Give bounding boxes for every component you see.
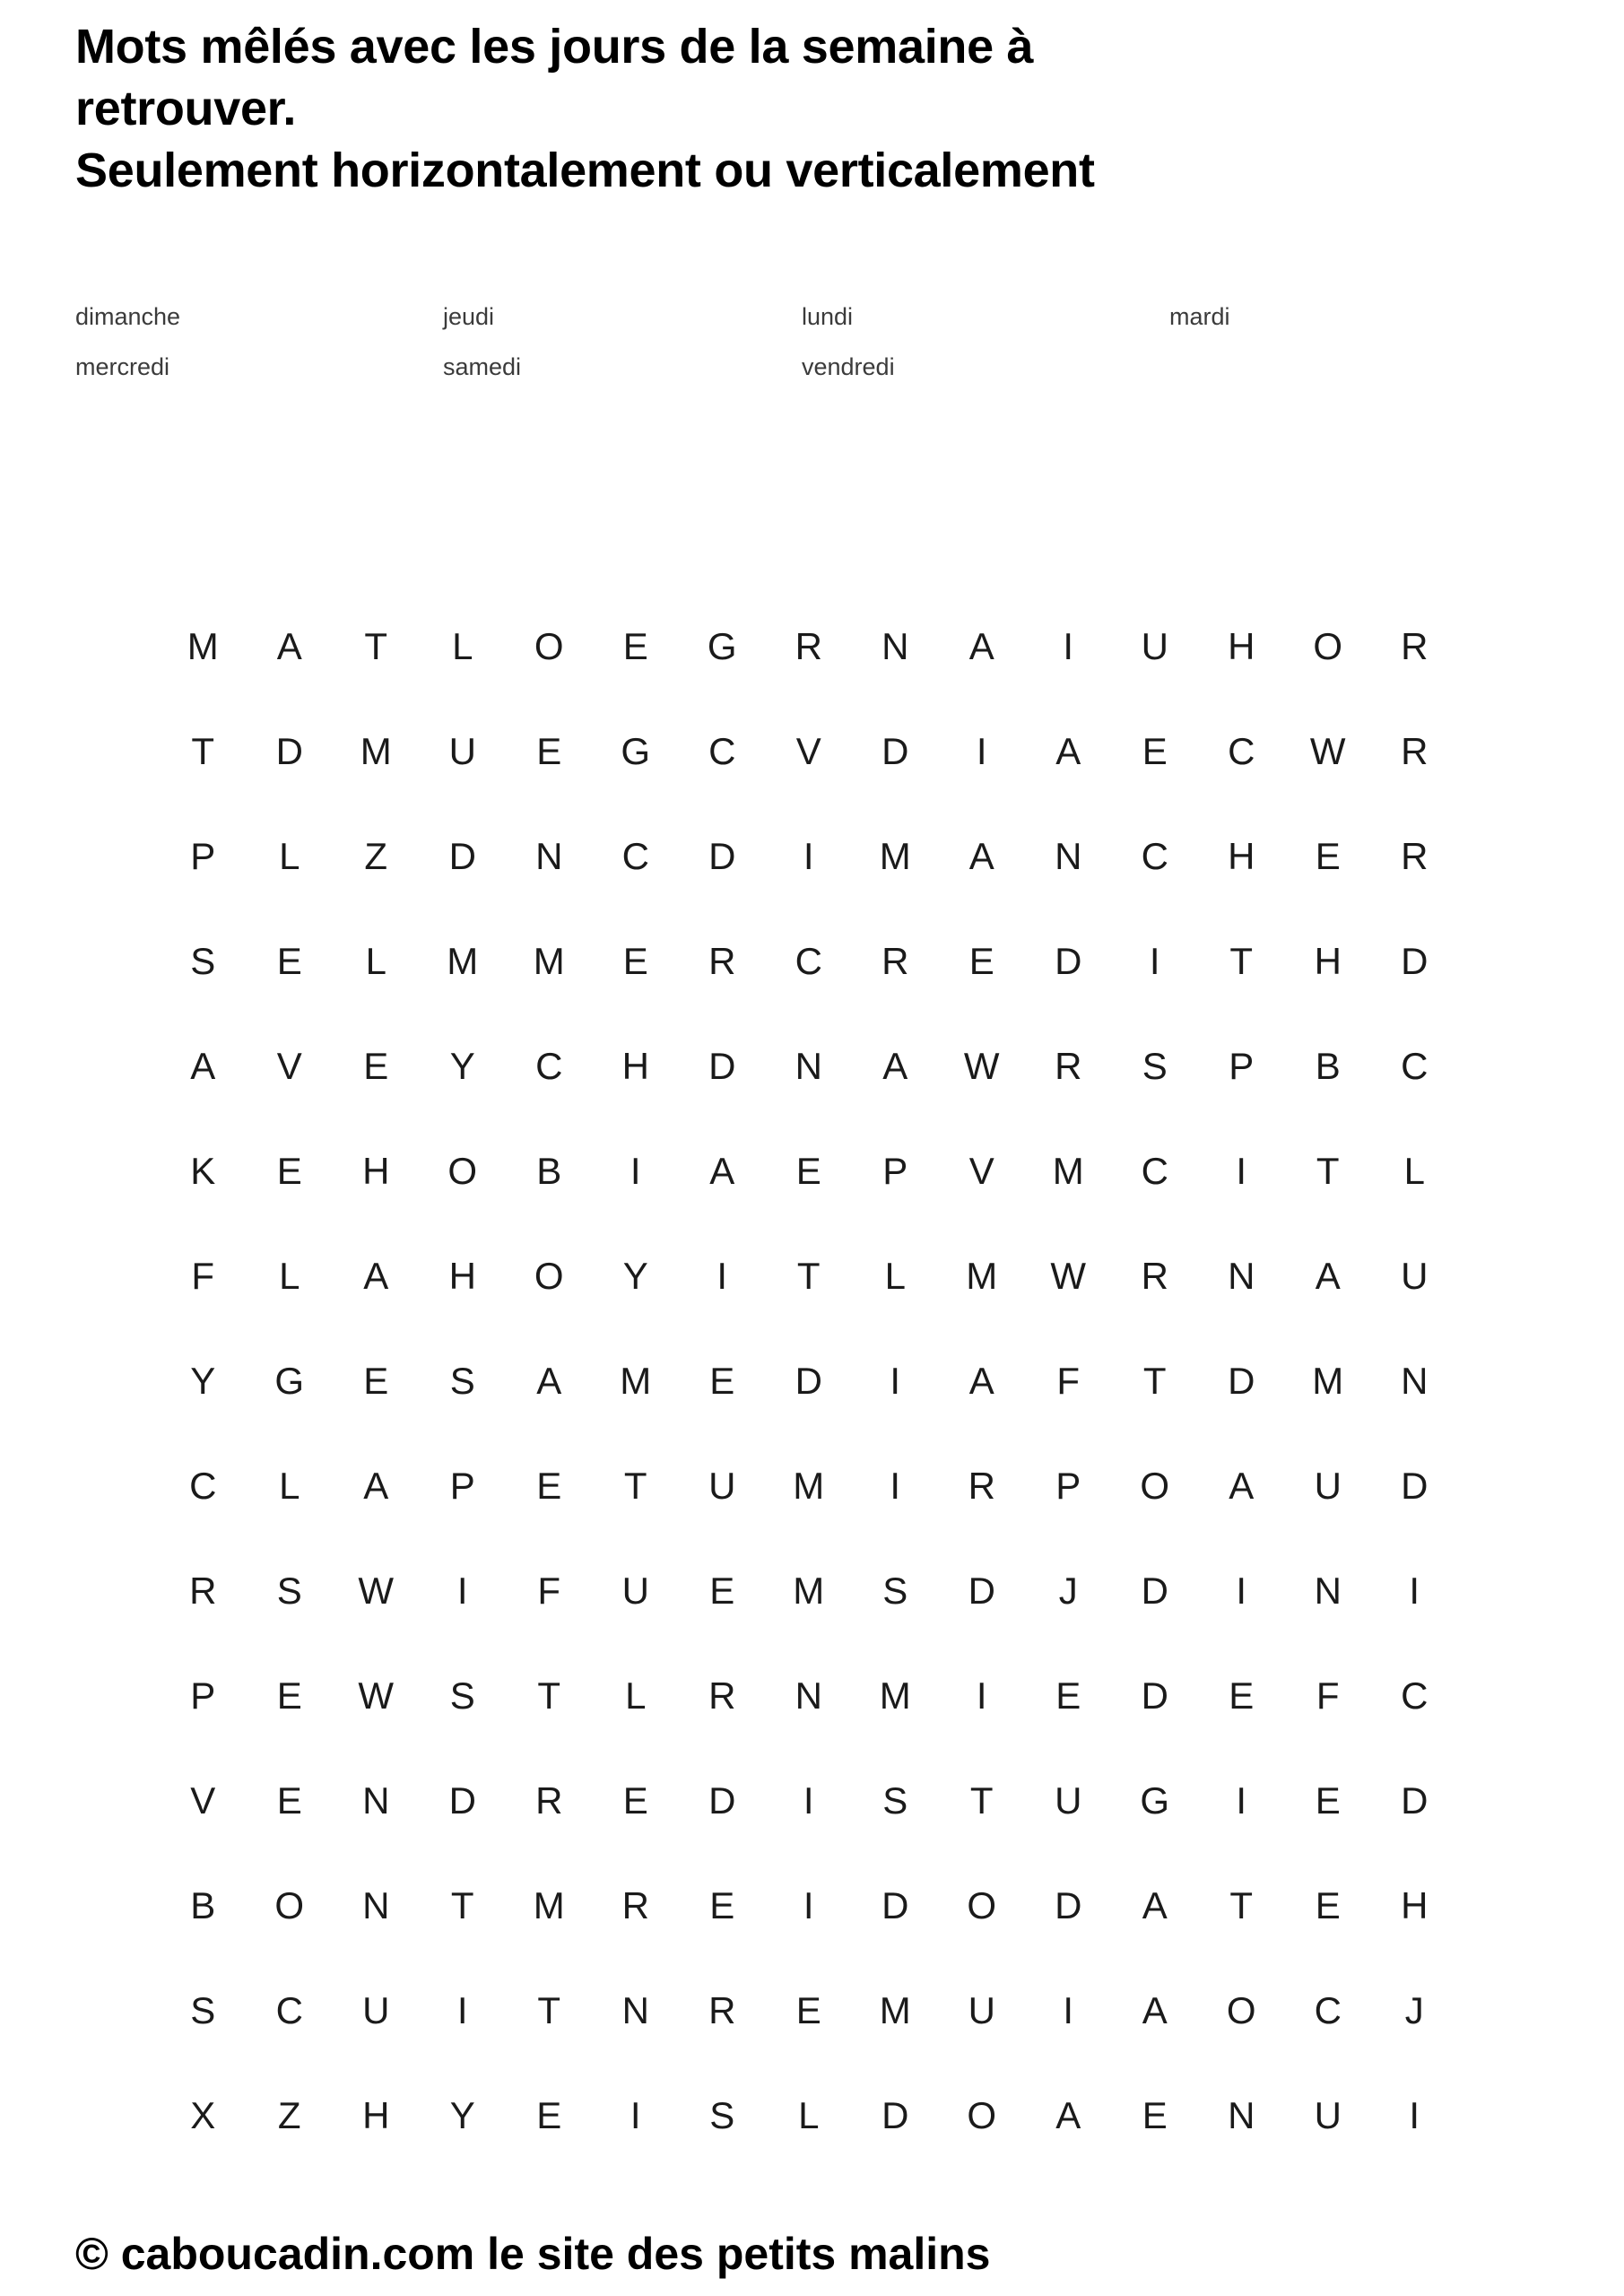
grid-cell[interactable]: R	[1055, 1044, 1082, 1087]
grid-row	[160, 1433, 1460, 1538]
grid-cell[interactable]: G	[707, 624, 737, 667]
word-item: mercredi	[75, 353, 170, 380]
grid-cell[interactable]: I	[1149, 939, 1160, 982]
grid-cell[interactable]: A	[536, 1359, 562, 1402]
word-item: vendredi	[802, 353, 895, 380]
grid-cell[interactable]: S	[190, 939, 216, 982]
grid-row	[160, 1223, 1460, 1328]
grid-cell[interactable]: V	[795, 729, 821, 772]
grid-cell[interactable]: E	[276, 1149, 302, 1192]
grid-cell[interactable]: R	[535, 1779, 563, 1822]
grid-cell[interactable]: N	[535, 834, 563, 877]
grid-cell[interactable]: A	[968, 624, 994, 667]
grid-cell[interactable]: R	[708, 1988, 736, 2031]
grid-cell[interactable]: Y	[449, 2093, 475, 2136]
grid-cell[interactable]: F	[1056, 1359, 1081, 1402]
grid-cell[interactable]: M	[620, 1359, 652, 1402]
grid-cell[interactable]: E	[709, 1883, 735, 1926]
grid-cell[interactable]: O	[534, 624, 564, 667]
grid-cell[interactable]: E	[709, 1359, 735, 1402]
grid-cell[interactable]: E	[536, 729, 562, 772]
grid-cell[interactable]: F	[191, 1254, 215, 1297]
grid-cell[interactable]: W	[1309, 729, 1346, 772]
grid-cell[interactable]: A	[363, 1464, 389, 1507]
grid-cell[interactable]: S	[1142, 1044, 1168, 1087]
grid-cell[interactable]: I	[1063, 1988, 1074, 2031]
grid-cell[interactable]: Z	[277, 2093, 301, 2136]
grid-cell[interactable]: N	[1401, 1359, 1429, 1402]
grid-cell[interactable]: C	[275, 1988, 303, 2031]
grid-cell[interactable]: O	[534, 1254, 564, 1297]
grid-cell[interactable]: W	[358, 1674, 395, 1717]
grid-cell[interactable]: N	[362, 1779, 390, 1822]
grid-cell[interactable]: N	[1055, 834, 1082, 877]
grid-cell[interactable]: U	[621, 1569, 649, 1612]
grid-cell[interactable]: E	[1142, 729, 1168, 772]
grid-row	[160, 1118, 1460, 1223]
grid-cell[interactable]: R	[1401, 729, 1429, 772]
grid-row	[160, 1958, 1460, 2063]
grid-row	[160, 1643, 1460, 1748]
grid-cell[interactable]: C	[1141, 834, 1168, 877]
grid-row	[160, 909, 1460, 1013]
grid-cell[interactable]: P	[1229, 1044, 1255, 1087]
page-title	[75, 16, 1528, 202]
grid-cell[interactable]: G	[621, 729, 651, 772]
grid-cell[interactable]: D	[1141, 1569, 1168, 1612]
grid-cell[interactable]: A	[363, 1254, 389, 1297]
grid-cell[interactable]: L	[1403, 1149, 1425, 1192]
grid-cell[interactable]: I	[803, 1883, 814, 1926]
grid-cell[interactable]: D	[881, 2093, 909, 2136]
grid-cell[interactable]: T	[191, 729, 215, 772]
grid-cell[interactable]: M	[187, 624, 219, 667]
grid-cell[interactable]: H	[1228, 624, 1255, 667]
grid-cell[interactable]: W	[358, 1569, 395, 1612]
grid-cell[interactable]: L	[798, 2093, 820, 2136]
word-search-grid	[160, 594, 1460, 2168]
grid-cell[interactable]: N	[1228, 1254, 1255, 1297]
grid-cell[interactable]: U	[1314, 1464, 1342, 1507]
grid-cell[interactable]: F	[1316, 1674, 1340, 1717]
grid-cell[interactable]: D	[708, 1779, 736, 1822]
grid-cell[interactable]: N	[881, 624, 909, 667]
grid-cell[interactable]: A	[1142, 1988, 1168, 2031]
grid-cell[interactable]: A	[1055, 2093, 1081, 2136]
grid-cell[interactable]: Z	[364, 834, 388, 877]
grid-cell[interactable]: B	[1315, 1044, 1341, 1087]
grid-row	[160, 1748, 1460, 1853]
grid-cell[interactable]: E	[276, 1674, 302, 1717]
grid-cell[interactable]: M	[966, 1254, 998, 1297]
grid-cell[interactable]: T	[623, 1464, 647, 1507]
grid-cell[interactable]: I	[456, 1988, 468, 2031]
grid-cell[interactable]: C	[621, 834, 649, 877]
grid-cell[interactable]: U	[968, 1988, 995, 2031]
grid-cell[interactable]: P	[882, 1149, 908, 1192]
grid-cell[interactable]: L	[452, 624, 473, 667]
grid-cell[interactable]: M	[879, 1988, 911, 2031]
grid-cell[interactable]: I	[1409, 1569, 1420, 1612]
grid-row	[160, 1328, 1460, 1433]
grid-row	[160, 804, 1460, 909]
grid-cell[interactable]: C	[189, 1464, 217, 1507]
grid-cell[interactable]: L	[884, 1254, 906, 1297]
grid-cell[interactable]: T	[450, 1883, 474, 1926]
grid-cell[interactable]: N	[362, 1883, 390, 1926]
grid-cell[interactable]: I	[630, 2093, 641, 2136]
grid-cell[interactable]: C	[708, 729, 736, 772]
grid-cell[interactable]: I	[1236, 1779, 1247, 1822]
grid-cell[interactable]: E	[795, 1149, 821, 1192]
grid-cell[interactable]: B	[536, 1149, 562, 1192]
grid-cell[interactable]: D	[881, 729, 909, 772]
grid-cell[interactable]: A	[1315, 1254, 1341, 1297]
grid-cell[interactable]: C	[1314, 1988, 1342, 2031]
grid-cell[interactable]: S	[449, 1359, 475, 1402]
grid-cell[interactable]: V	[276, 1044, 302, 1087]
grid-cell[interactable]: C	[535, 1044, 563, 1087]
grid-cell[interactable]: D	[448, 834, 476, 877]
grid-cell[interactable]: C	[1401, 1044, 1429, 1087]
grid-cell[interactable]: E	[276, 1779, 302, 1822]
grid-cell[interactable]: R	[189, 1569, 217, 1612]
grid-cell[interactable]: E	[536, 1464, 562, 1507]
grid-cell[interactable]: C	[1228, 729, 1255, 772]
grid-cell[interactable]: L	[279, 834, 300, 877]
grid-row	[160, 1013, 1460, 1118]
grid-cell[interactable]: S	[709, 2093, 735, 2136]
grid-cell[interactable]: D	[1055, 1883, 1082, 1926]
grid-cell[interactable]: N	[795, 1044, 822, 1087]
grid-cell[interactable]: P	[1055, 1464, 1081, 1507]
grid-cell[interactable]: I	[456, 1569, 468, 1612]
grid-cell[interactable]: A	[190, 1044, 216, 1087]
grid-cell[interactable]: U	[1401, 1254, 1429, 1297]
grid-cell[interactable]: T	[537, 1674, 561, 1717]
grid-cell[interactable]: V	[968, 1149, 994, 1192]
grid-cell[interactable]: E	[1229, 1674, 1255, 1717]
grid-cell[interactable]: U	[362, 1988, 390, 2031]
grid-cell[interactable]: E	[1315, 1883, 1341, 1926]
grid-cell[interactable]: T	[796, 1254, 821, 1297]
grid-row	[160, 699, 1460, 804]
grid-cell[interactable]: U	[448, 729, 476, 772]
grid-cell[interactable]: H	[362, 1149, 390, 1192]
grid-cell[interactable]: S	[882, 1569, 908, 1612]
grid-cell[interactable]: L	[625, 1674, 647, 1717]
grid-cell[interactable]: S	[276, 1569, 302, 1612]
grid-cell[interactable]: A	[1229, 1464, 1255, 1507]
grid-cell[interactable]: M	[879, 834, 911, 877]
grid-cell[interactable]: D	[708, 834, 736, 877]
grid-cell[interactable]: R	[795, 624, 822, 667]
word-list-row	[75, 353, 1447, 404]
grid-cell[interactable]: H	[362, 2093, 390, 2136]
word-item: dimanche	[75, 303, 181, 330]
grid-cell[interactable]: D	[1228, 1359, 1255, 1402]
grid-cell[interactable]: Y	[622, 1254, 648, 1297]
grid-cell[interactable]: L	[279, 1254, 300, 1297]
grid-cell[interactable]: C	[795, 939, 822, 982]
grid-cell[interactable]: M	[1312, 1359, 1344, 1402]
grid-cell[interactable]: D	[1401, 939, 1429, 982]
grid-cell[interactable]: I	[1063, 624, 1074, 667]
grid-cell[interactable]: R	[708, 1674, 736, 1717]
word-item: lundi	[802, 303, 854, 330]
grid-cell[interactable]: I	[803, 1779, 814, 1822]
grid-cell[interactable]: T	[1142, 1359, 1167, 1402]
grid-cell[interactable]: Y	[190, 1359, 216, 1402]
grid-cell[interactable]: I	[890, 1464, 901, 1507]
grid-cell[interactable]: P	[190, 834, 216, 877]
grid-cell[interactable]: E	[622, 1779, 648, 1822]
grid-cell[interactable]: W	[1050, 1254, 1087, 1297]
word-list-row	[75, 303, 1447, 353]
grid-cell[interactable]: V	[190, 1779, 216, 1822]
grid-cell[interactable]: I	[976, 729, 987, 772]
grid-cell[interactable]: M	[793, 1569, 825, 1612]
grid-cell[interactable]: O	[1140, 1464, 1170, 1507]
grid-cell[interactable]: D	[968, 1569, 995, 1612]
grid-cell[interactable]: O	[967, 1883, 997, 1926]
word-item: jeudi	[443, 303, 495, 330]
grid-cell[interactable]: O	[447, 1149, 478, 1192]
grid-cell[interactable]: R	[1401, 834, 1429, 877]
word-list	[75, 303, 1447, 404]
grid-cell[interactable]: A	[276, 624, 302, 667]
grid-cell[interactable]: D	[1055, 939, 1082, 982]
grid-cell[interactable]: P	[190, 1674, 216, 1717]
grid-cell[interactable]: E	[363, 1359, 389, 1402]
grid-cell[interactable]: D	[1141, 1674, 1168, 1717]
grid-cell[interactable]: N	[795, 1674, 822, 1717]
grid-cell[interactable]: R	[1141, 1254, 1168, 1297]
grid-cell[interactable]: X	[190, 2093, 216, 2136]
grid-cell[interactable]: D	[448, 1779, 476, 1822]
grid-cell[interactable]: M	[447, 939, 479, 982]
grid-cell[interactable]: C	[1401, 1674, 1429, 1717]
grid-cell[interactable]: S	[190, 1988, 216, 2031]
grid-cell[interactable]: L	[365, 939, 386, 982]
grid-cell[interactable]: F	[537, 1569, 561, 1612]
grid-cell[interactable]: D	[795, 1359, 822, 1402]
grid-cell[interactable]: T	[1316, 1149, 1340, 1192]
grid-cell[interactable]: S	[449, 1674, 475, 1717]
grid-cell[interactable]: A	[1055, 729, 1081, 772]
grid-cell[interactable]: S	[882, 1779, 908, 1822]
grid-cell[interactable]: T	[1229, 1883, 1254, 1926]
grid-cell[interactable]: M	[879, 1674, 911, 1717]
grid-cell[interactable]: U	[1314, 2093, 1342, 2136]
grid-row	[160, 1853, 1460, 1958]
word-item: mardi	[1169, 303, 1230, 330]
grid-row	[160, 2063, 1460, 2168]
grid-cell[interactable]: H	[1314, 939, 1342, 982]
grid-cell[interactable]: I	[890, 1359, 901, 1402]
grid-cell[interactable]: R	[881, 939, 909, 982]
page-title-line-3: Seulement horizontalement ou verticalement	[75, 144, 1095, 198]
grid-cell[interactable]: R	[708, 939, 736, 982]
word-item: samedi	[443, 353, 522, 380]
grid-cell[interactable]: H	[448, 1254, 476, 1297]
grid-cell[interactable]: M	[533, 939, 565, 982]
grid-cell[interactable]: E	[1055, 1674, 1081, 1717]
grid-cell[interactable]: J	[1058, 1569, 1078, 1612]
grid-cell[interactable]: T	[537, 1988, 561, 2031]
grid-cell[interactable]: O	[1226, 1988, 1256, 2031]
grid-cell[interactable]: R	[621, 1883, 649, 1926]
grid-cell[interactable]: A	[968, 834, 994, 877]
grid-row	[160, 1538, 1460, 1643]
grid-cell[interactable]: I	[1409, 2093, 1420, 2136]
grid-cell[interactable]: P	[449, 1464, 475, 1507]
grid-cell[interactable]: N	[1314, 1569, 1342, 1612]
grid-cell[interactable]: H	[1401, 1883, 1429, 1926]
footer-credit: © caboucadin.com le site des petits malins	[75, 2229, 991, 2279]
grid-cell[interactable]: U	[708, 1464, 736, 1507]
grid-cell[interactable]: T	[364, 624, 388, 667]
grid-cell[interactable]: M	[1052, 1149, 1084, 1192]
grid-cell[interactable]: Y	[449, 1044, 475, 1087]
grid-cell[interactable]: I	[1236, 1149, 1247, 1192]
grid-cell[interactable]: I	[803, 834, 814, 877]
grid-cell[interactable]: W	[963, 1044, 1000, 1087]
grid-cell[interactable]: I	[1236, 1569, 1247, 1612]
grid-row	[160, 594, 1460, 699]
grid-cell[interactable]: L	[279, 1464, 300, 1507]
grid-cell[interactable]: N	[621, 1988, 649, 2031]
grid-cell[interactable]: T	[969, 1779, 994, 1822]
grid-cell[interactable]: I	[976, 1674, 987, 1717]
grid-cell[interactable]: E	[622, 624, 648, 667]
grid-cell[interactable]: M	[793, 1464, 825, 1507]
grid-cell[interactable]: R	[968, 1464, 995, 1507]
grid-cell[interactable]: D	[708, 1044, 736, 1087]
grid-cell[interactable]: I	[630, 1149, 641, 1192]
grid-cell[interactable]: E	[536, 2093, 562, 2136]
grid-cell[interactable]: J	[1404, 1988, 1424, 2031]
grid-cell[interactable]: A	[882, 1044, 908, 1087]
grid-cell[interactable]: T	[1229, 939, 1254, 982]
grid-cell[interactable]: E	[276, 939, 302, 982]
grid-cell[interactable]: E	[363, 1044, 389, 1087]
grid-cell[interactable]: A	[709, 1149, 735, 1192]
grid-cell[interactable]: D	[1401, 1779, 1429, 1822]
grid-cell[interactable]: E	[622, 939, 648, 982]
grid-cell[interactable]: K	[190, 1149, 216, 1192]
grid-cell[interactable]: O	[274, 1883, 305, 1926]
grid-cell[interactable]: E	[795, 1988, 821, 2031]
grid-cell[interactable]: D	[1401, 1464, 1429, 1507]
grid-cell[interactable]: E	[1315, 834, 1341, 877]
grid-cell[interactable]: C	[1141, 1149, 1168, 1192]
grid-cell[interactable]: B	[190, 1883, 216, 1926]
grid-cell[interactable]: U	[1055, 1779, 1082, 1822]
grid-cell[interactable]: D	[275, 729, 303, 772]
grid-cell[interactable]: M	[533, 1883, 565, 1926]
grid-cell[interactable]: O	[967, 2093, 997, 2136]
grid-cell[interactable]: R	[1401, 624, 1429, 667]
grid-cell[interactable]: E	[1142, 2093, 1168, 2136]
grid-cell[interactable]: H	[1228, 834, 1255, 877]
grid-cell[interactable]: A	[968, 1359, 994, 1402]
grid-cell[interactable]: E	[1315, 1779, 1341, 1822]
grid-cell[interactable]: A	[1142, 1883, 1168, 1926]
page-title-line-1: Mots mêlés avec les jours de la semaine à	[75, 20, 1034, 74]
grid-cell[interactable]: M	[360, 729, 392, 772]
grid-cell[interactable]: O	[1313, 624, 1343, 667]
grid-cell[interactable]: U	[1141, 624, 1168, 667]
grid-cell[interactable]: E	[968, 939, 994, 982]
grid-cell[interactable]: E	[709, 1569, 735, 1612]
grid-cell[interactable]: N	[1228, 2093, 1255, 2136]
grid-cell[interactable]: G	[274, 1359, 305, 1402]
grid-cell[interactable]: G	[1140, 1779, 1170, 1822]
grid-cell[interactable]: D	[881, 1883, 909, 1926]
grid-cell[interactable]: H	[621, 1044, 649, 1087]
page-title-line-2: retrouver.	[75, 82, 297, 136]
grid-cell[interactable]: I	[716, 1254, 728, 1297]
